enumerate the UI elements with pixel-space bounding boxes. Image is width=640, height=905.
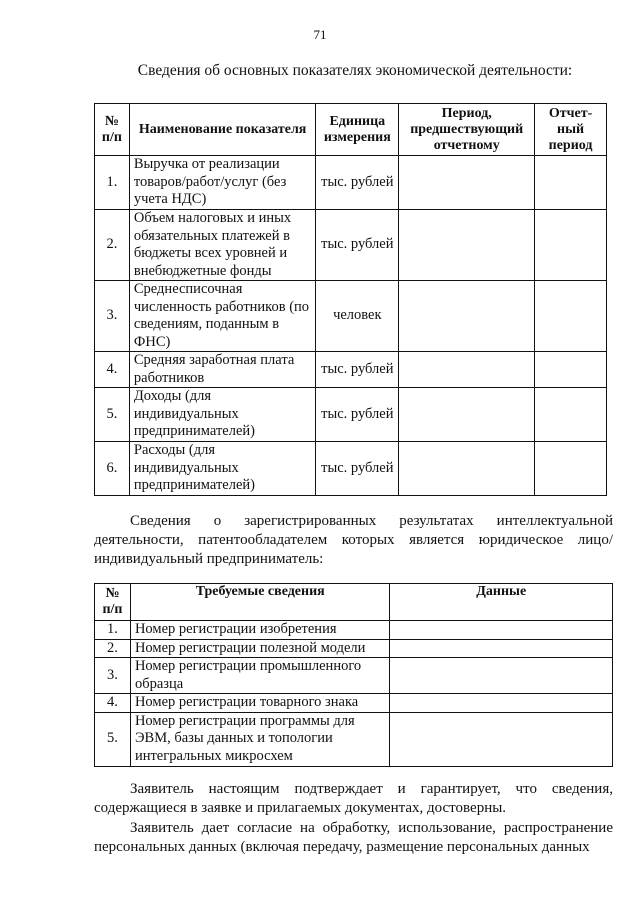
table-row (95, 210, 607, 281)
row-num: 1. (95, 156, 130, 210)
indicator-name: Среднесписочная численность работников (по сведениям, поданным в ФНС) (129, 281, 315, 352)
reporting-period-cell[interactable] (535, 352, 607, 388)
previous-period-cell[interactable] (399, 352, 535, 388)
required-info: Номер регистрации товарного знака (130, 694, 390, 713)
table-row (95, 442, 607, 496)
data-cell[interactable] (390, 694, 613, 713)
col-header-previous-period: Период, предшествующий отчетному (399, 104, 535, 156)
row-num: 2. (95, 639, 131, 658)
table-row (95, 621, 613, 640)
unit: человек (316, 281, 399, 352)
row-num: 4. (95, 352, 130, 388)
consent-paragraph: Заявитель дает согласие на обработку, использование, распространение персональных данных (включая передачу, размещение персональных данных (94, 820, 613, 855)
data-cell[interactable] (390, 712, 613, 766)
page-number: 71 (313, 27, 327, 42)
data-cell[interactable] (390, 639, 613, 658)
unit: тыс. рублей (316, 210, 399, 281)
col-header-unit: Единица измерения (316, 104, 399, 156)
confirmation-paragraph: Заявитель настоящим подтверждает и гарантирует, что сведения, содержащиеся в заявке и прилагаемых документах, достоверны. (94, 781, 613, 816)
previous-period-cell[interactable] (399, 388, 535, 442)
previous-period-cell[interactable] (399, 281, 535, 352)
required-info: Номер регистрации полезной модели (130, 639, 390, 658)
intellectual-property-table (94, 583, 613, 767)
required-info: Номер регистрации изобретения (130, 621, 390, 640)
row-num: 3. (95, 281, 130, 352)
table-row (95, 281, 607, 352)
col-header-num: № п/п (95, 584, 131, 621)
indicator-name: Расходы (для индивидуальных предпринимателей) (129, 442, 315, 496)
row-num: 1. (95, 621, 131, 640)
col-header-indicator: Наименование показателя (129, 104, 315, 156)
section-heading-economic: Сведения об основных показателях экономической деятельности: (137, 62, 573, 79)
data-cell[interactable] (390, 621, 613, 640)
table-row (95, 639, 613, 658)
unit: тыс. рублей (316, 388, 399, 442)
reporting-period-cell[interactable] (535, 442, 607, 496)
table-row (95, 352, 607, 388)
table-row (95, 712, 613, 766)
indicator-name: Средняя заработная плата работников (129, 352, 315, 388)
row-num: 3. (95, 658, 131, 694)
required-info: Номер регистрации программы для ЭВМ, базы данных и топологии интегральных микросхем (130, 712, 390, 766)
row-num: 6. (95, 442, 130, 496)
previous-period-cell[interactable] (399, 156, 535, 210)
reporting-period-cell[interactable] (535, 388, 607, 442)
unit: тыс. рублей (316, 442, 399, 496)
required-info: Номер регистрации промышленного образца (130, 658, 390, 694)
economic-indicators-table (94, 103, 607, 496)
previous-period-cell[interactable] (399, 210, 535, 281)
table-row (95, 658, 613, 694)
col-header-reporting-period: Отчет-ный период (535, 104, 607, 156)
reporting-period-cell[interactable] (535, 210, 607, 281)
reporting-period-cell[interactable] (535, 156, 607, 210)
row-num: 4. (95, 694, 131, 713)
row-num: 5. (95, 712, 131, 766)
previous-period-cell[interactable] (399, 442, 535, 496)
table-row (95, 156, 607, 210)
col-header-num: № п/п (95, 104, 130, 156)
reporting-period-cell[interactable] (535, 281, 607, 352)
unit: тыс. рублей (316, 352, 399, 388)
indicator-name: Объем налоговых и иных обязательных платежей в бюджеты всех уровней и внебюджетные фонды (129, 210, 315, 281)
col-header-data: Данные (390, 584, 613, 621)
indicator-name: Доходы (для индивидуальных предпринимателей) (129, 388, 315, 442)
col-header-required-info: Требуемые сведения (130, 584, 390, 621)
data-cell[interactable] (390, 658, 613, 694)
unit: тыс. рублей (316, 156, 399, 210)
table-row (95, 388, 607, 442)
row-num: 5. (95, 388, 130, 442)
row-num: 2. (95, 210, 130, 281)
table-row (95, 694, 613, 713)
intellectual-property-intro: Сведения о зарегистрированных результатах интеллектуальной деятельности, патентообладателем которых является юридическое лицо/индивидуальный предприниматель: (94, 513, 613, 567)
indicator-name: Выручка от реализации товаров/работ/услуг (без учета НДС) (129, 156, 315, 210)
